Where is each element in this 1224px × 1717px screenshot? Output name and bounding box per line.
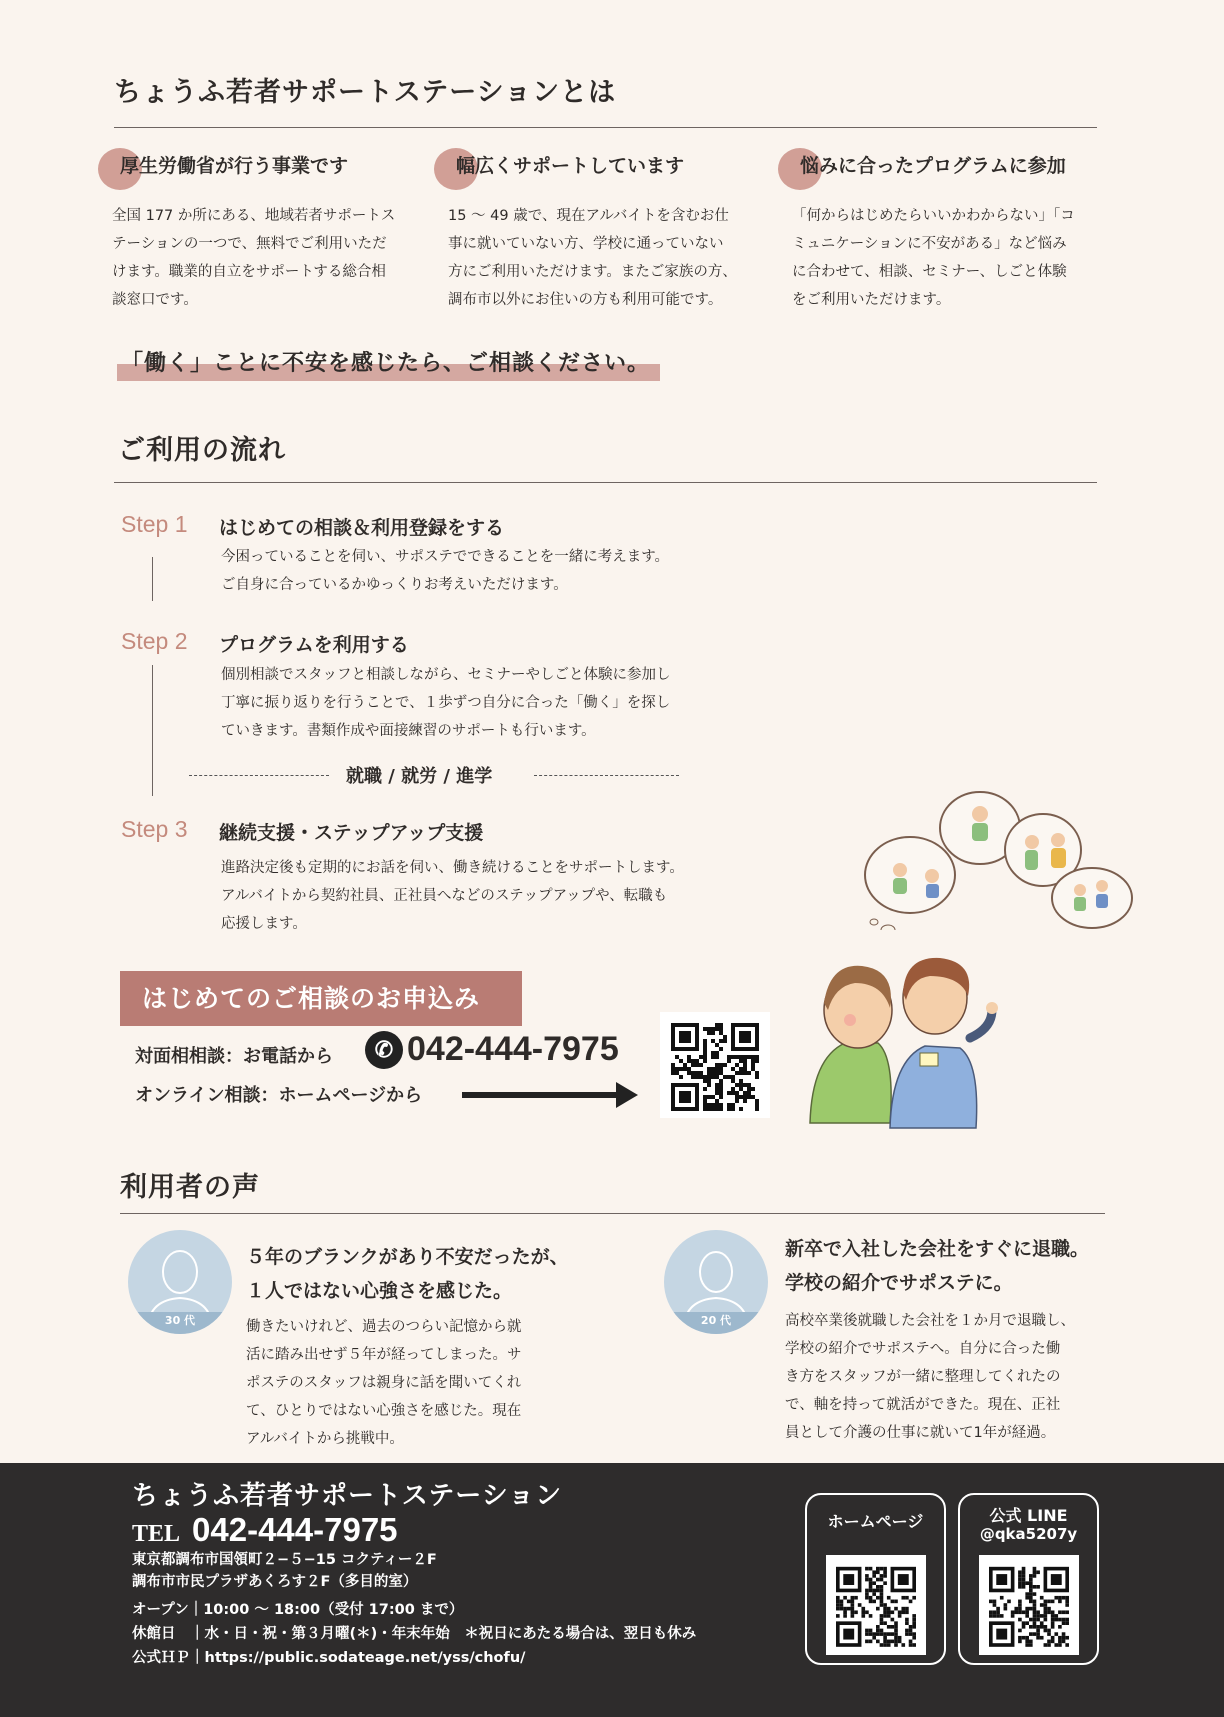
apply-heading: はじめてのご相談のお申込み [120, 971, 522, 1026]
step-2-title: プログラムを利用する [219, 634, 409, 656]
divider [114, 482, 1097, 483]
about-column-1 [110, 148, 430, 314]
tagline: 「働く」ことに不安を感じたら、ご相談ください。 [117, 346, 650, 377]
step-2-description: 個別相談でスタッフと相談しながら、セミナーやしごと体験に参加し 丁寧に振り返りを行うことで、１歩ずつ自分に合った「働く」を探し ていきます。書類作成や面接練習のサポートも行います。 [221, 667, 671, 739]
footer-address-1: 東京都調布市国領町２−５−15 コクティー２F [132, 1552, 437, 1568]
footer-phone[interactable]: TEL 042-444-7975 [132, 1511, 398, 1548]
step-1-label: Step 1 [121, 511, 188, 537]
step-3-label: Step 3 [121, 816, 188, 842]
phone-icon: ✆ [365, 1031, 403, 1069]
homepage-qr-code[interactable] [826, 1555, 926, 1655]
homepage-qr-code[interactable] [660, 1012, 770, 1118]
divider [120, 1213, 1105, 1214]
homepage-qr-box[interactable] [805, 1493, 946, 1665]
homepage-label: ホームページ [827, 1512, 924, 1531]
phone-consult-label: 対面相相談：お電話から [135, 1046, 333, 1067]
voice-body: 高校卒業後就職した会社を１か月で退職し、 学校の紹介でサポステへ。自分に合った働 き方をスタッフが一緒に整理してくれたの で、軸を持って就活ができた。現在、正社 員として介護の仕事に就いて1年が経過。 [785, 1313, 1075, 1441]
line-label: 公式 LINE [989, 1506, 1068, 1525]
about-column-heading: 幅広くサポートしています [446, 148, 766, 184]
step-2-label: Step 2 [121, 628, 188, 654]
qr-code-icon [826, 1555, 926, 1655]
step-connector [152, 557, 153, 601]
consultation-illustration [800, 948, 1000, 1133]
age-badge: 30 代 [128, 1312, 232, 1334]
line-qr-box[interactable] [958, 1493, 1099, 1665]
footer [0, 1463, 1224, 1717]
about-column-3 [790, 148, 1110, 314]
about-column-heading: 厚生労働省が行う事業です [110, 148, 430, 184]
about-title: ちょうふ若者サポートステーションとは [114, 77, 617, 108]
age-badge: 20 代 [664, 1312, 768, 1334]
about-column-text: 15 ～ 49 歳で、現在アルバイトを含むお仕 事に就いていない方、学校に通っていない 方にご利用いただけます。またご家族の方、 調布市以外にお住いの方も利用可能です。 [448, 208, 737, 308]
step-3-description: 進路決定後も定期的にお話を伺い、働き続けることをサポートします。 アルバイトから契約社員、正社員へなどのステップアップや、転職も 応援します。 [221, 860, 684, 932]
flow-title: ご利用の流れ [118, 435, 286, 466]
about-column-2 [446, 148, 766, 314]
arrow-right-icon [616, 1082, 638, 1108]
qr-code-icon [979, 1555, 1079, 1655]
footer-org-name: ちょうふ若者サポートステーション [132, 1481, 563, 1511]
about-column-heading: 悩みに合ったプログラムに参加 [790, 148, 1110, 184]
footer-open-hours: オープン｜10:00 ～ 18:00（受付 17:00 まで） [132, 1602, 464, 1618]
line-qr-code[interactable] [979, 1555, 1079, 1655]
avatar [664, 1230, 768, 1334]
footer-homepage-url[interactable]: 公式ＨＰ｜https://public.sodateage.net/yss/chofu/ [132, 1650, 526, 1666]
dashed-line [534, 775, 679, 776]
arrow-line [462, 1092, 622, 1098]
step-3-title: 継続支援・ステップアップ支援 [219, 822, 484, 844]
online-consult-label: オンライン相談：ホームページから [135, 1085, 423, 1106]
phone-number[interactable]: ✆ 042-444-7975 [365, 1030, 619, 1069]
step-1-title: はじめての相談＆利用登録をする [219, 517, 505, 539]
outcome-label: 就職 / 就労 / 進学 [346, 766, 493, 787]
step-1-description: 今困っていることを伺い、サポステでできることを一緒に考えます。 ご自身に合っているかゆっくりお考えいただけます。 [221, 549, 670, 593]
footer-closed-days: 休館日 ｜水・日・祝・第３月曜(＊)・年末年始 ＊祝日にあたる場合は、翌日も休み [132, 1626, 697, 1642]
voice-body: 働きたいけれど、過去のつらい記憶から就 活に踏み出せず５年が経ってしまった。サ ポステのスタッフは親身に話を聞いてくれ て、ひとりではない心強さを感じた。現在 アルバイトから挑戦中。 [246, 1319, 522, 1447]
divider [114, 127, 1097, 128]
qr-code-icon [660, 1012, 770, 1118]
footer-address-2: 調布市市民プラザあくろす２F（多目的室） [132, 1574, 418, 1590]
line-id: @qka5207y [979, 1525, 1078, 1543]
voice-headline: ５年のブランクがあり不安だったが、 １人ではない心強さを感じた。 [246, 1246, 569, 1302]
voices-title: 利用者の声 [120, 1172, 260, 1203]
about-column-text: 「何からはじめたらいいかわからない」「コ ミュニケーションに不安がある」など悩み に合わせて、相談、セミナー、しごと体験 をご利用いただけます。 [792, 208, 1075, 308]
step-connector [152, 665, 153, 796]
voice-headline: 新卒で入社した会社をすぐに退職。 学校の紹介でサポステに。 [785, 1238, 1090, 1294]
avatar [128, 1230, 232, 1334]
thought-bubbles-illustration [860, 790, 1140, 930]
about-column-text: 全国 177 か所にある、地域若者サポートス テーションの一つで、無料でご利用いただ けます。職業的自立をサポートする総合相 談窓口です。 [112, 208, 396, 308]
dashed-line [189, 775, 329, 776]
